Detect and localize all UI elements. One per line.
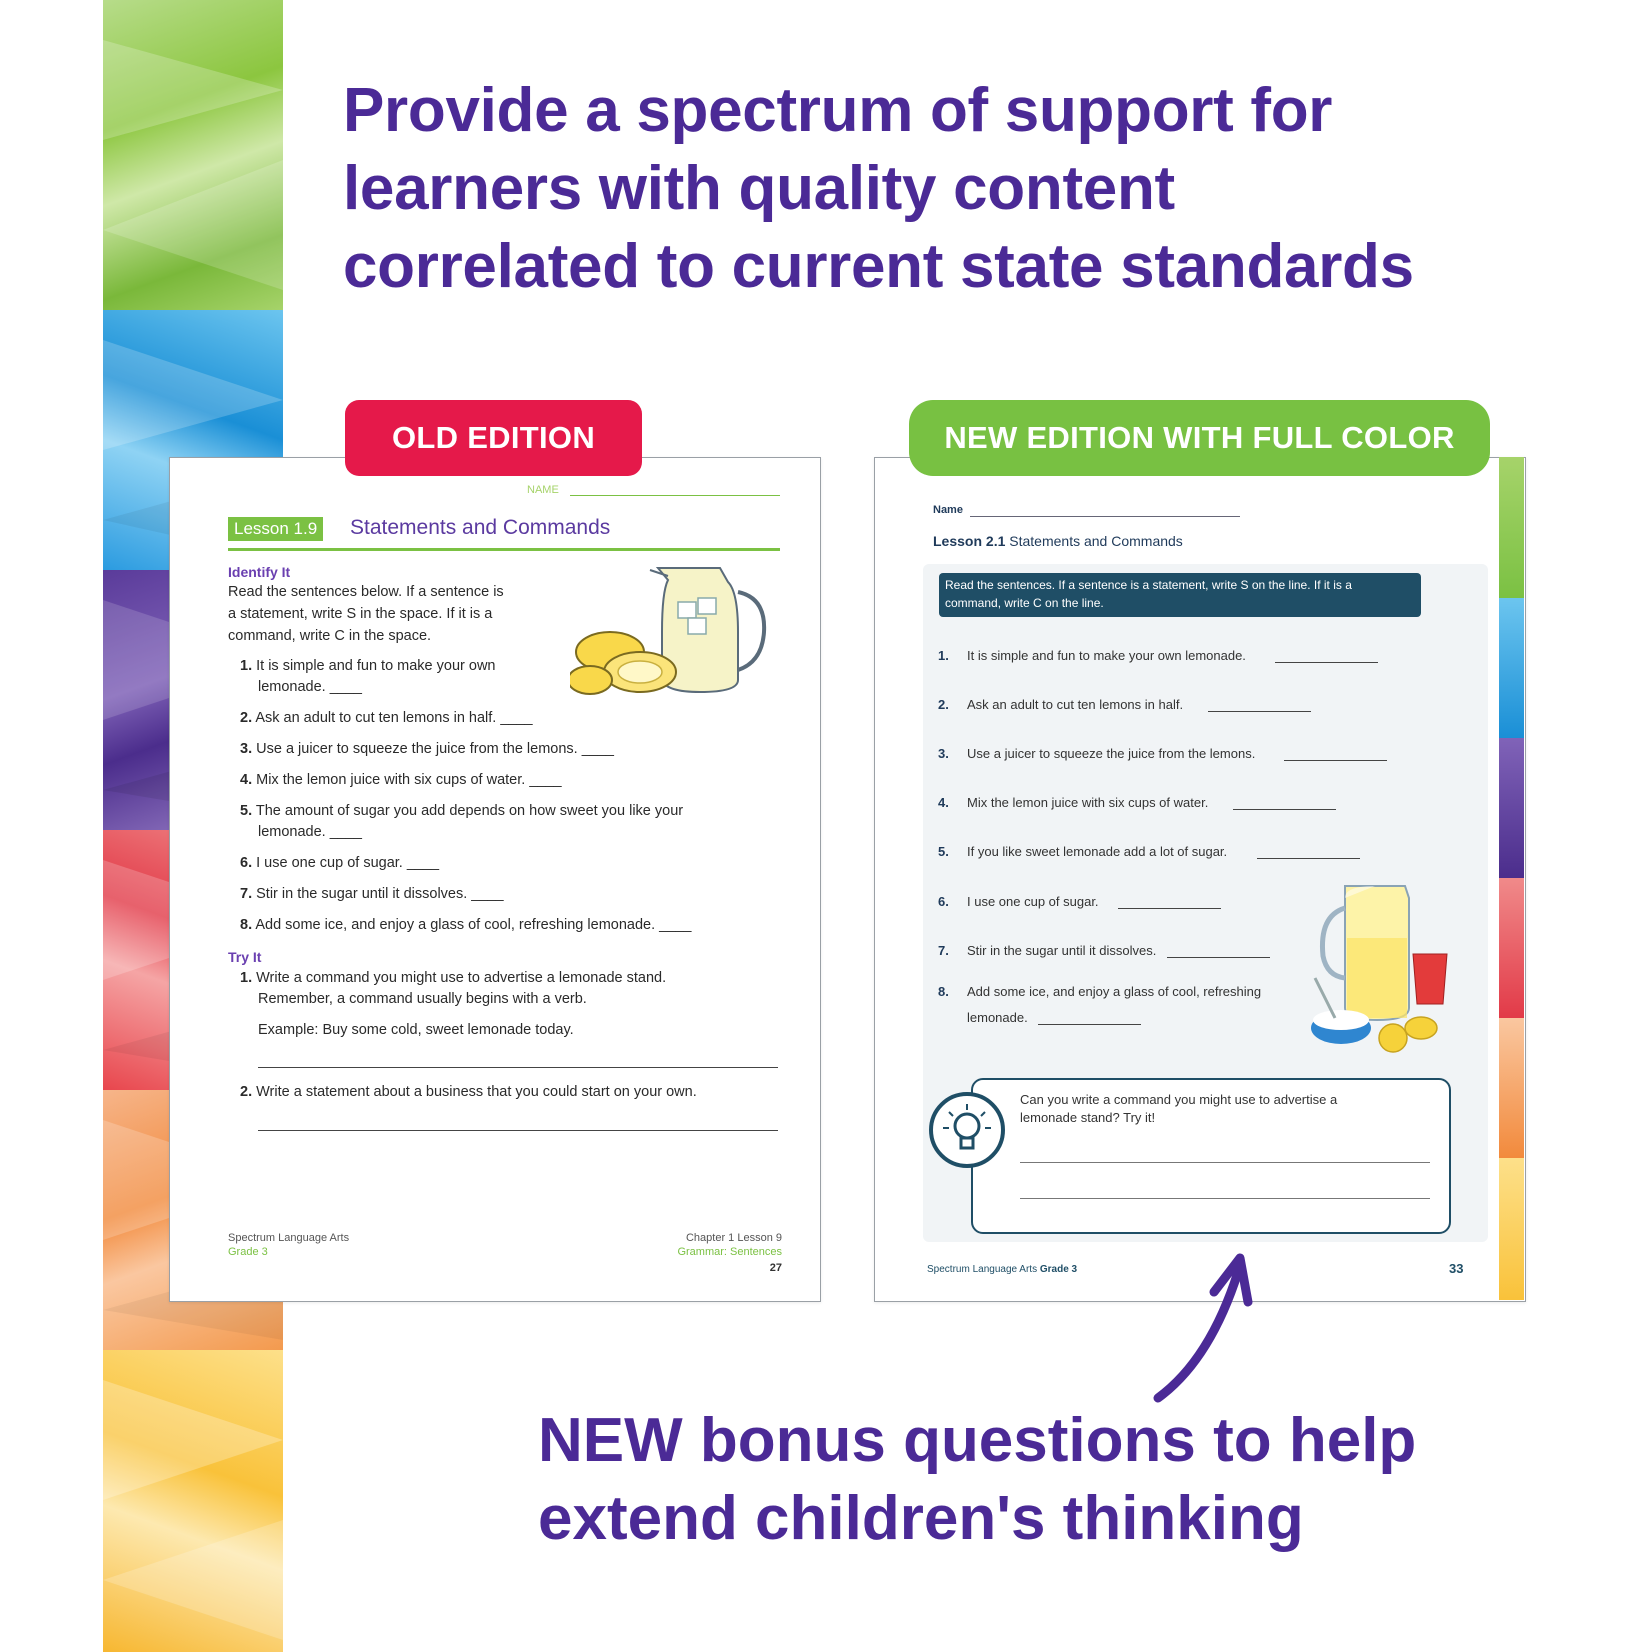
headline-line-2: learners with quality content (343, 154, 1175, 223)
old-item-text: The amount of sugar you add depends on how sweet you like your (255, 803, 684, 819)
footer-book: Spectrum Language Arts (228, 1232, 350, 1244)
main-headline (343, 72, 1523, 306)
page-color-edge (1499, 457, 1524, 1300)
name-line (570, 495, 780, 496)
old-item-text: Stir in the sugar until it dissolves. ____ (256, 886, 504, 902)
old-item-text: Add some ice, and enjoy a glass of cool, refreshing lemonade. ____ (255, 917, 692, 933)
instruction-line-1: Read the sentences. If a sentence is a statement, write S on the line. If it is a (945, 578, 1352, 592)
bonus-question-line-2: lemonade stand? Try it! (1020, 1110, 1156, 1125)
new-item-text: lemonade. (967, 1010, 1028, 1025)
old-item-num: 5. (240, 803, 253, 819)
instruction-line-2: command, write C on the line. (945, 596, 1104, 610)
new-edition-badge: NEW EDITION WITH FULL COLOR (909, 400, 1490, 476)
footer-grade: Grade 3 (228, 1246, 268, 1258)
new-item-num: 4. (938, 795, 949, 810)
answer-line[interactable] (258, 1067, 778, 1068)
old-item-text: Mix the lemon juice with six cups of water. ____ (256, 772, 562, 788)
new-item-text: It is simple and fun to make your own lemonade. (967, 648, 1246, 663)
new-item-num: 3. (938, 746, 949, 761)
page-number: 33 (1449, 1261, 1464, 1276)
footer-grade: Grade 3 (1039, 1264, 1078, 1275)
lesson-tag: Lesson 1.9 (228, 517, 323, 541)
lemonade-color-illustration (1305, 878, 1455, 1058)
answer-line[interactable] (258, 1130, 778, 1131)
headline-line-3: correlated to current state standards (343, 232, 1414, 301)
answer-line[interactable] (1257, 858, 1360, 859)
name-label: NAME (527, 484, 559, 496)
new-item-num: 7. (938, 943, 949, 958)
try-example: Example: Buy some cold, sweet lemonade today. (258, 1022, 574, 1038)
new-item-num: 6. (938, 894, 949, 909)
new-item-text: Use a juicer to squeeze the juice from the lemons. (967, 746, 1256, 761)
bonus-question-line-1: Can you write a command you might use to advertise a (1020, 1092, 1338, 1107)
old-item-num: 2. (240, 710, 253, 726)
old-item-num: 4. (240, 772, 253, 788)
lesson-title: Statements and Commands (1009, 533, 1183, 549)
name-label: Name (933, 504, 963, 516)
answer-line[interactable] (1284, 760, 1387, 761)
old-edition-page (169, 457, 821, 1302)
answer-line[interactable] (1233, 809, 1336, 810)
old-item-num: 6. (240, 855, 253, 871)
bonus-headline-line-1: NEW bonus questions to help (538, 1406, 1417, 1475)
new-item-text: Ask an adult to cut ten lemons in half. (967, 697, 1184, 712)
new-item-text: If you like sweet lemonade add a lot of sugar. (967, 844, 1228, 859)
try-item-text: Write a command you might use to advertise a lemonade stand. (256, 970, 667, 986)
answer-line[interactable] (1208, 711, 1311, 712)
try-item-num: 1. (240, 970, 253, 986)
answer-line[interactable] (1038, 1024, 1141, 1025)
instruction-line-1: Read the sentences below. If a sentence is (228, 584, 504, 600)
headline-line-1: Provide a spectrum of support for (343, 76, 1333, 145)
title-rule (228, 548, 780, 551)
lightbulb-icon (927, 1090, 1007, 1170)
old-edition-badge: OLD EDITION (345, 400, 642, 476)
old-item-num: 8. (240, 917, 253, 933)
lemonade-pitcher-illustration (570, 562, 770, 702)
old-item-num: 1. (240, 658, 253, 674)
old-item-text: It is simple and fun to make your own (256, 658, 496, 674)
bonus-headline-line-2: extend children's thinking (538, 1484, 1304, 1553)
identify-heading: Identify It (228, 564, 291, 580)
try-item-num: 2. (240, 1084, 253, 1100)
old-item-text: Use a juicer to squeeze the juice from the lemons. ____ (256, 741, 614, 757)
page-number: 27 (769, 1262, 782, 1274)
lesson-title: Statements and Commands (350, 516, 611, 539)
answer-line[interactable] (1275, 662, 1378, 663)
answer-line[interactable] (1020, 1198, 1430, 1199)
lesson-label: Lesson 2.1 (933, 533, 1006, 549)
new-item-text: Stir in the sugar until it dissolves. (967, 943, 1157, 958)
try-item-text: Write a statement about a business that you could start on your own. (256, 1084, 697, 1100)
old-item-num: 3. (240, 741, 253, 757)
arrow-up-icon (1140, 1250, 1260, 1410)
bonus-headline (538, 1402, 1538, 1558)
new-edition-page (874, 457, 1526, 1302)
instruction-line-3: command, write C in the space. (228, 628, 432, 644)
answer-line[interactable] (1020, 1162, 1430, 1163)
old-item-num: 7. (240, 886, 253, 902)
old-item-text: I use one cup of sugar. ____ (256, 855, 440, 871)
old-item-text: lemonade. ____ (258, 824, 362, 840)
try-heading: Try It (228, 949, 262, 965)
new-item-num: 1. (938, 648, 949, 663)
new-item-text: Add some ice, and enjoy a glass of cool, refreshing (967, 984, 1262, 999)
footer-chapter: Chapter 1 Lesson 9 (685, 1232, 782, 1244)
footer-book: Spectrum Language Arts (927, 1264, 1038, 1275)
answer-line[interactable] (1118, 908, 1221, 909)
footer-topic: Grammar: Sentences (677, 1246, 782, 1258)
new-item-num: 8. (938, 984, 949, 999)
new-item-text: I use one cup of sugar. (967, 894, 1099, 909)
instruction-line-2: a statement, write S in the space. If it is a (228, 606, 493, 622)
new-item-text: Mix the lemon juice with six cups of water. (967, 795, 1209, 810)
name-line[interactable] (970, 516, 1240, 517)
answer-line[interactable] (1167, 957, 1270, 958)
old-item-text: lemonade. ____ (258, 679, 362, 695)
new-item-num: 2. (938, 697, 949, 712)
new-item-num: 5. (938, 844, 949, 859)
old-item-text: Ask an adult to cut ten lemons in half. ____ (255, 710, 533, 726)
try-item-text: Remember, a command usually begins with a verb. (258, 991, 587, 1007)
